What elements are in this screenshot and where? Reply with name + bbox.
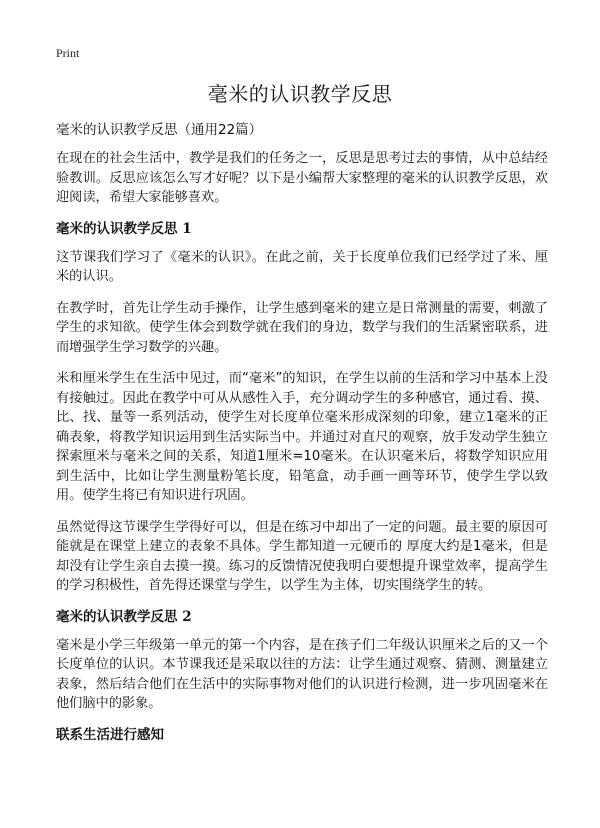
section-1-paragraph-4: 虽然觉得这节课学生学得好可以，但是在练习中却出了一定的问题。最主要的原因可能就是在课堂上建立的表象不具体。学生都知道一元硬币的 厚度大约是1毫米，但是却没有让学生亲自去摸一摸。练习的反馈情况使我明白要想提升课堂效率，提高学生的学习积极性，首先得还课堂与学生，以学生为主体，切实围绕学生的转。	[56, 519, 548, 593]
section-heading-3: 联系生活进行感知	[56, 726, 164, 743]
section-1-paragraph-3: 米和厘米学生在生活中见过，而“毫米”的知识，在学生以前的生活和学习中基本上没有接触过。因此在教学中可从从感性入手，充分调动学生的多种感官，通过看、摸、比、找、量等一系列活动，使学生对长度单位毫米形成深刻的印象，建立1毫米的正确表象，将教学知识运用到生活实际当中。并通过对直尺的观察，放手发动学生独立探索厘米与毫米之间的关系，知道1厘米=10毫米。在认识毫米后，将数学知识应用到生活中，比如让学生测量粉笔长度，铅笔盒，动手画一画等环节，使学生学以致用。使学生将已有知识进行巩固。	[56, 371, 548, 503]
section-1-paragraph-1: 这节课我们学习了《毫米的认识》。在此之前，关于长度单位我们已经学过了米、厘米的认识。	[56, 249, 548, 284]
section-1-paragraph-2: 在教学时，首先让学生动手操作，让学生感到毫米的建立是日常测量的需要，刺激了学生的求知欲。使学生体会到数学就在我们的身边，数学与我们的生活紧密联系，进而增强学生学习数学的兴趣。	[56, 300, 548, 355]
section-2-paragraph-1: 毫米是小学三年级第一单元的第一个内容，是在孩子们二年级认识厘米之后的又一个长度单位的认识。本节课我还是采取以往的方法：让学生通过观察、猜测、测量建立表象，然后结合他们在生活中的实际事物对他们的认识进行检测，进一步巩固毫米在他们脑中的影象。	[56, 637, 548, 711]
section-heading-2: 毫米的认识教学反思 2	[56, 608, 192, 625]
document-body	[56, 121, 548, 754]
page-title: 毫米的认识教学反思	[207, 82, 393, 106]
section-heading-1: 毫米的认识教学反思 1	[56, 220, 192, 237]
intro-paragraph: 在现在的社会生活中，教学是我们的任务之一，反思是思考过去的事情，从中总结经验教训。反思应该怎么写才好呢？以下是小编帮大家整理的毫米的认识教学反思，欢迎阅读，希望大家能够喜欢。	[56, 151, 548, 205]
document-subtitle: 毫米的认识教学反思（通用22篇）	[56, 122, 263, 138]
print-link[interactable]: Print	[56, 46, 80, 60]
